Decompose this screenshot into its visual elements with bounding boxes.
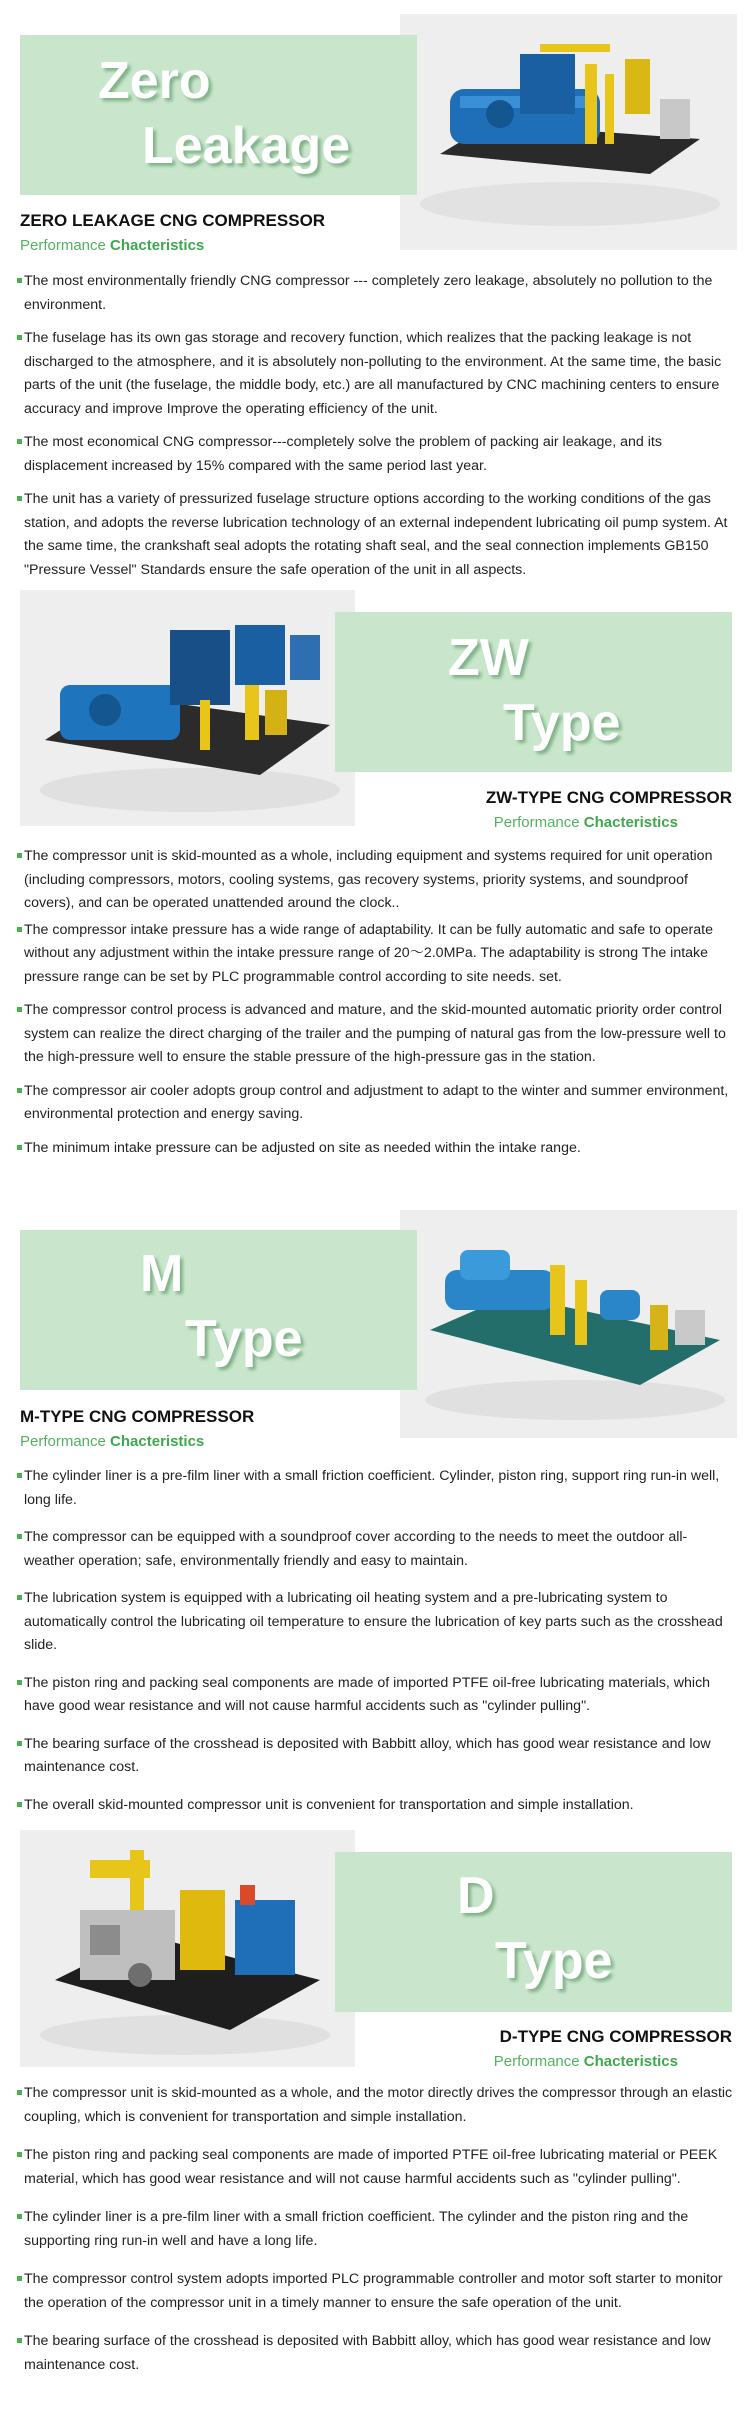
performance-label: Performance [493, 814, 580, 831]
list-item: The unit has a variety of pressurized fuselage structure options according to the working conditions of the gas station, and adopts the reverse lubrication technology of an external independent lubricating oil pump system. At the same time, the crankshaft seal adopts the rotating shaft seal, and the seal connection implements GB150 "Pressure Vessel" Standards ensure the safe operation of the unit in all aspects. [18, 488, 733, 582]
banner-word-2: Type [503, 694, 621, 752]
list-item: The bearing surface of the crosshead is deposited with Babbitt alloy, which has good wear resistance and low maintenance cost. [18, 2330, 733, 2377]
list-item: The compressor unit is skid-mounted as a whole, and the motor directly drives the compressor through an elastic coupling, which is convenient for transportation and simple installation. [18, 2082, 733, 2129]
performance-subtitle [494, 2053, 678, 2070]
characteristics-label: Chacteristics [110, 1433, 205, 1450]
list-item: The compressor unit is skid-mounted as a whole, including equipment and systems required for unit operation (including compressors, motors, cooling systems, gas recovery systems, priority systems, and soundproof covers), and can be operated unattended around the clock.. [18, 845, 733, 916]
list-item: The compressor can be equipped with a soundproof cover according to the needs to meet the outdoor all-weather operation; safe, environmentally friendly and easy to maintain. [18, 1526, 733, 1573]
banner-word-1: M [140, 1245, 184, 1303]
section-title: D-TYPE CNG COMPRESSOR [499, 2027, 732, 2046]
banner-word-2: Type [495, 1932, 613, 1990]
list-item: The piston ring and packing seal components are made of imported PTFE oil-free lubricating materials, which have good wear resistance and will not cause harmful accidents such as "cylinder pulling". [18, 1672, 733, 1719]
banner-word-1: D [457, 1867, 495, 1925]
zero-leakage-banner [20, 35, 417, 195]
performance-label: Performance [20, 237, 106, 254]
feature-list [18, 845, 733, 1160]
performance-label: Performance [20, 1433, 106, 1450]
m-type-compressor-image [400, 1210, 737, 1438]
section-zero-leakage [0, 0, 750, 590]
section-title: ZW-TYPE CNG COMPRESSOR [485, 788, 732, 807]
characteristics-label: Chacteristics [583, 2053, 678, 2070]
feature-list [18, 1465, 733, 1817]
performance-subtitle [20, 237, 204, 254]
list-item: The piston ring and packing seal components are made of imported PTFE oil-free lubricating material or PEEK material, which has good wear resistance and will not cause harmful accidents such as "cylinder pulling". [18, 2144, 733, 2191]
d-type-compressor-image [20, 1830, 355, 2067]
banner-word-2: Type [185, 1310, 303, 1368]
list-item: The cylinder liner is a pre-film liner with a small friction coefficient. The cylinder and the piston ring and the supporting ring run-in well and have a long life. [18, 2206, 733, 2253]
list-item: The compressor air cooler adopts group control and adjustment to adapt to the winter and summer environment, environmental protection and energy saving. [18, 1080, 733, 1127]
zw-type-compressor-image [20, 590, 355, 826]
list-item: The overall skid-mounted compressor unit is convenient for transportation and simple installation. [18, 1794, 733, 1818]
feature-list [18, 2082, 733, 2377]
zw-type-banner [335, 612, 732, 772]
performance-subtitle [20, 1433, 204, 1450]
list-item: The most environmentally friendly CNG compressor --- completely zero leakage, absolutely no pollution to the environment. [18, 270, 733, 317]
section-title: M-TYPE CNG COMPRESSOR [20, 1407, 255, 1426]
section-title: ZERO LEAKAGE CNG COMPRESSOR [20, 211, 326, 230]
characteristics-label: Chacteristics [583, 814, 678, 831]
section-m-type [0, 1210, 750, 1830]
list-item: The compressor control process is advanced and mature, and the skid-mounted automatic priority order control system can realize the direct charging of the trailer and the pumping of natural gas from the low-pressure well to the high-pressure well to ensure the stable pressure of the high-pressure gas in the station. [18, 999, 733, 1070]
list-item: The cylinder liner is a pre-film liner with a small friction coefficient. Cylinder, piston ring, support ring run-in well, long life. [18, 1465, 733, 1512]
banner-word-1: ZW [448, 629, 529, 687]
banner-word-2: Leakage [142, 117, 351, 175]
list-item: The most economical CNG compressor---completely solve the problem of packing air leakage, and its displacement increased by 15% compared with the same period last year. [18, 431, 733, 478]
characteristics-label: Chacteristics [110, 237, 205, 254]
list-item: The compressor intake pressure has a wide range of adaptability. It can be fully automatic and safe to operate without any adjustment within the intake pressure range of 20〜2.0MPa. The adaptability is strong The intake pressure range can be set by PLC programmable control according to site needs. set. [18, 919, 733, 990]
feature-list [18, 270, 733, 582]
m-type-banner [20, 1230, 417, 1390]
d-type-banner [335, 1852, 732, 2012]
section-zw-type [0, 590, 750, 1210]
performance-label: Performance [493, 2053, 580, 2070]
list-item: The compressor control system adopts imported PLC programmable controller and motor soft starter to monitor the operation of the compressor unit in a timely manner to ensure the safe operation of the unit. [18, 2268, 733, 2315]
banner-word-1: Zero [98, 52, 211, 110]
list-item: The fuselage has its own gas storage and recovery function, which realizes that the packing leakage is not discharged to the atmosphere, and it is absolutely non-polluting to the environment. At the same time, the basic parts of the unit (the fuselage, the middle body, etc.) are all manufactured by CNC machining centers to ensure accuracy and improve Improve the operating efficiency of the unit. [18, 327, 733, 421]
section-d-type [0, 1830, 750, 2420]
list-item: The bearing surface of the crosshead is deposited with Babbitt alloy, which has good wear resistance and low maintenance cost. [18, 1733, 733, 1780]
zero-leakage-compressor-image [400, 14, 737, 250]
list-item: The lubrication system is equipped with a lubricating oil heating system and a pre-lubricating system to automatically control the lubricating oil temperature to ensure the lubrication of key parts such as the crosshead slide. [18, 1587, 733, 1658]
performance-subtitle [494, 814, 678, 831]
list-item: The minimum intake pressure can be adjusted on site as needed within the intake range. [18, 1137, 733, 1161]
